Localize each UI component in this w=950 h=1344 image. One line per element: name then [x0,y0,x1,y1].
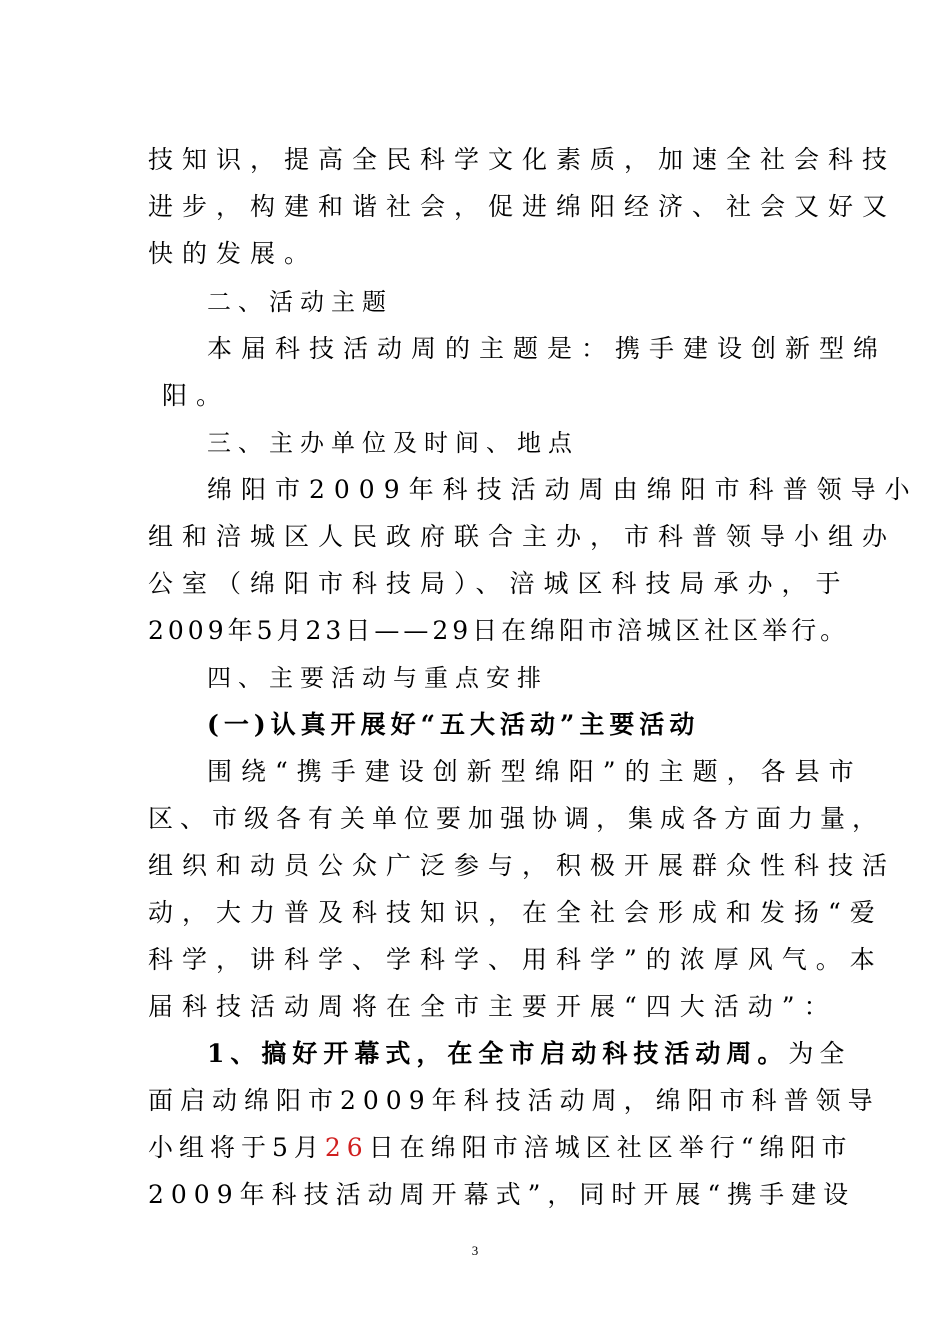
item-1-line-1 [207,1038,907,1070]
theme-line-2: 阳。 [162,381,231,410]
intro-line-3: 快的发展。 [148,239,319,268]
organizers-line-3: 公室（绵阳市科技局）、涪城区科技局承办，于 [148,569,850,598]
organizers-line-4: 2009年5月23日——29日在绵阳市涪城区社区举行。 [148,616,850,645]
item-1-line-3-after: 日在绵阳市涪城区社区举行“绵阳市 [368,1133,853,1162]
section-heading-activities: 四、主要活动与重点安排 [207,664,548,692]
item-1-line-1-rest: 为全 [788,1039,851,1068]
activities-para-line-1: 围绕“携手建设创新型绵阳”的主题，各县市 [207,757,863,786]
subheading-five-activities: (一)认真开展好“五大活动”主要活动 [207,710,700,739]
activities-para-line-2: 区、市级各有关单位要加强协调，集成各方面力量， [148,804,885,833]
organizers-line-1: 绵阳市2009年科技活动周由绵阳市科普领导小 [207,475,919,504]
item-1-title: 1、搞好开幕式，在全市启动科技活动周。 [207,1039,789,1068]
section-heading-organizers: 三、主办单位及时间、地点 [207,429,579,457]
activities-para-line-4: 动，大力普及科技知识，在全社会形成和发扬“爱 [148,898,884,927]
section-heading-theme: 二、活动主题 [207,288,393,316]
organizers-line-2: 组和涪城区人民政府联合主办，市科普领导小组办 [148,522,897,551]
item-1-line-4: 2009年科技活动周开幕式”，同时开展“携手建设 [148,1180,856,1209]
page-number: 3 [471,1243,479,1258]
item-1-line-3-before: 小组将于5月 [148,1133,325,1162]
highlighted-date: 26 [324,1133,369,1162]
activities-para-line-6: 届科技活动周将在全市主要开展“四大活动”： [148,992,838,1021]
activities-para-line-5: 科学，讲科学、学科学、用科学”的浓厚风气。本 [148,945,884,974]
theme-line-1: 本届科技活动周的主题是：携手建设创新型绵 [207,334,888,363]
activities-para-line-3: 组织和动员公众广泛参与，积极开展群众性科技活 [148,851,897,880]
intro-line-1: 技知识，提高全民科学文化素质，加速全社会科技 [148,145,897,174]
item-1-line-3 [148,1132,853,1164]
intro-line-2: 进步，构建和谐社会，促进绵阳经济、社会又好又 [148,192,897,221]
item-1-line-2: 面启动绵阳市2009年科技活动周，绵阳市科普领导 [148,1086,880,1115]
